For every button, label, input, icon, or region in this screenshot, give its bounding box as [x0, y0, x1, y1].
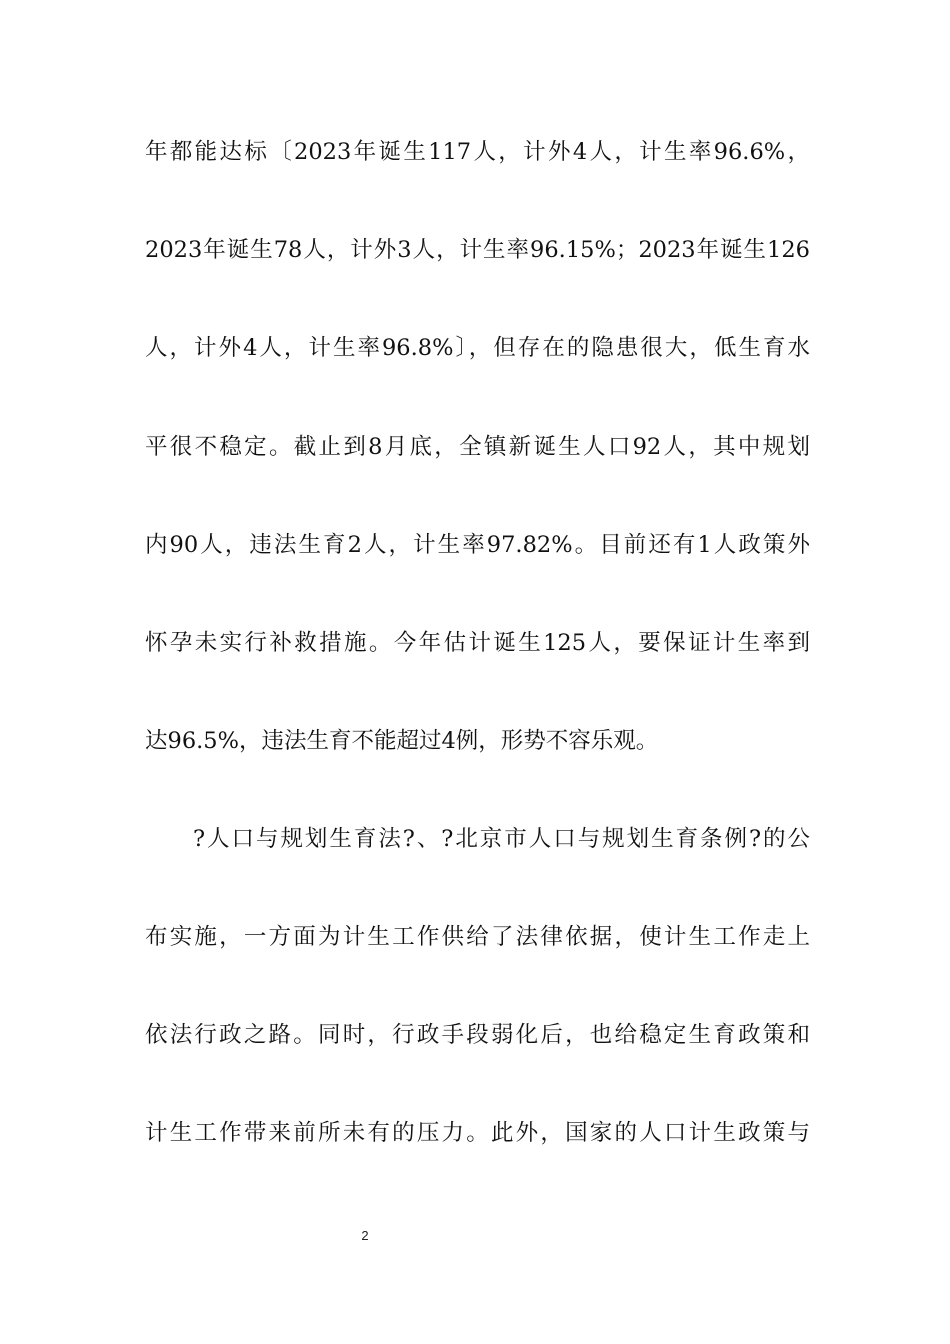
paragraph-1-line-7: 达96.5%，违法生育不能超过4例，形势不容乐观。: [145, 728, 659, 754]
paragraph-2-line-3: 依法行政之路。同时，行政手段弱化后，也给稳定生育政策和: [145, 1022, 810, 1048]
paragraph-2-line-1: ?人口与规划生育法?、?北京市人口与规划生育条例?的公: [193, 826, 810, 852]
paragraph-1-line-1: 年都能达标〔2023年诞生117人，计外4人，计生率96.6%，: [145, 139, 810, 165]
paragraph-1-line-2: 2023年诞生78人，计外3人，计生率96.15%；2023年诞生126: [145, 237, 810, 263]
paragraph-1-line-5: 内90人，违法生育2人，计生率97.82%。目前还有1人政策外: [145, 532, 810, 558]
paragraph-2-line-4: 计生工作带来前所未有的压力。此外，国家的人口计生政策与: [145, 1120, 810, 1146]
page-number: 2: [361, 1228, 369, 1243]
paragraph-1-line-6: 怀孕未实行补救措施。今年估计诞生125人，要保证计生率到: [145, 630, 810, 656]
paragraph-2-line-2: 布实施，一方面为计生工作供给了法律依据，使计生工作走上: [145, 924, 810, 950]
paragraph-1-line-4: 平很不稳定。截止到8月底，全镇新诞生人口92人，其中规划: [145, 434, 810, 460]
paragraph-1-line-3: 人，计外4人，计生率96.8%〕，但存在的隐患很大，低生育水: [145, 335, 810, 361]
